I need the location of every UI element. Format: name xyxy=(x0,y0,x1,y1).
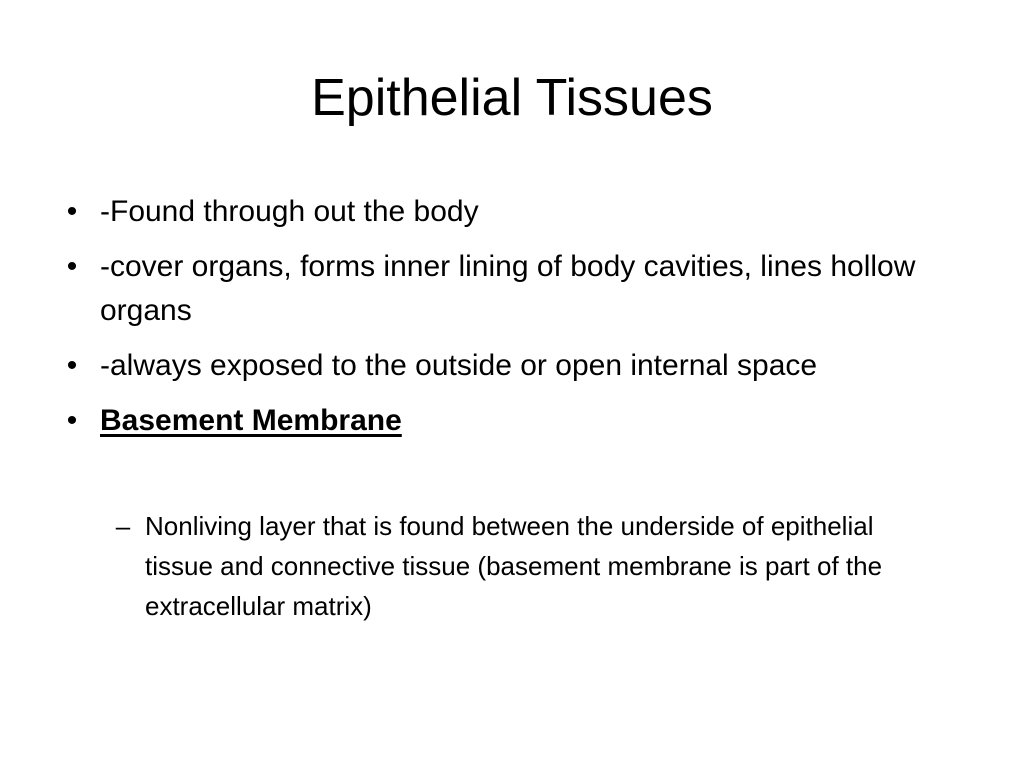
sub-bullet-text: Nonliving layer that is found between the underside of epithelial tissue and connective tissue (basement membrane is part of the extracellular matrix) xyxy=(145,511,883,621)
bullet-icon: • xyxy=(66,195,78,228)
bullet-icon: • xyxy=(66,404,78,437)
bullet-text: -Found through out the body xyxy=(100,195,479,228)
bullet-text: -cover organs, forms inner lining of body cavities, lines hollow organs xyxy=(100,250,916,327)
bullet-item xyxy=(62,190,942,234)
slide-title: Epithelial Tissues xyxy=(311,69,713,127)
bullet-list xyxy=(62,190,942,447)
sub-bullet-list xyxy=(115,506,943,626)
bullet-item-heading xyxy=(62,399,942,443)
bullet-item xyxy=(62,245,942,333)
bullet-icon: • xyxy=(66,349,78,382)
bullet-item xyxy=(62,344,942,388)
dash-icon: – xyxy=(115,511,131,541)
bullet-icon: • xyxy=(66,250,78,283)
basement-membrane-heading: Basement Membrane xyxy=(100,404,402,437)
bullet-text: -always exposed to the outside or open internal space xyxy=(100,349,818,382)
sub-bullet-item xyxy=(115,506,943,626)
